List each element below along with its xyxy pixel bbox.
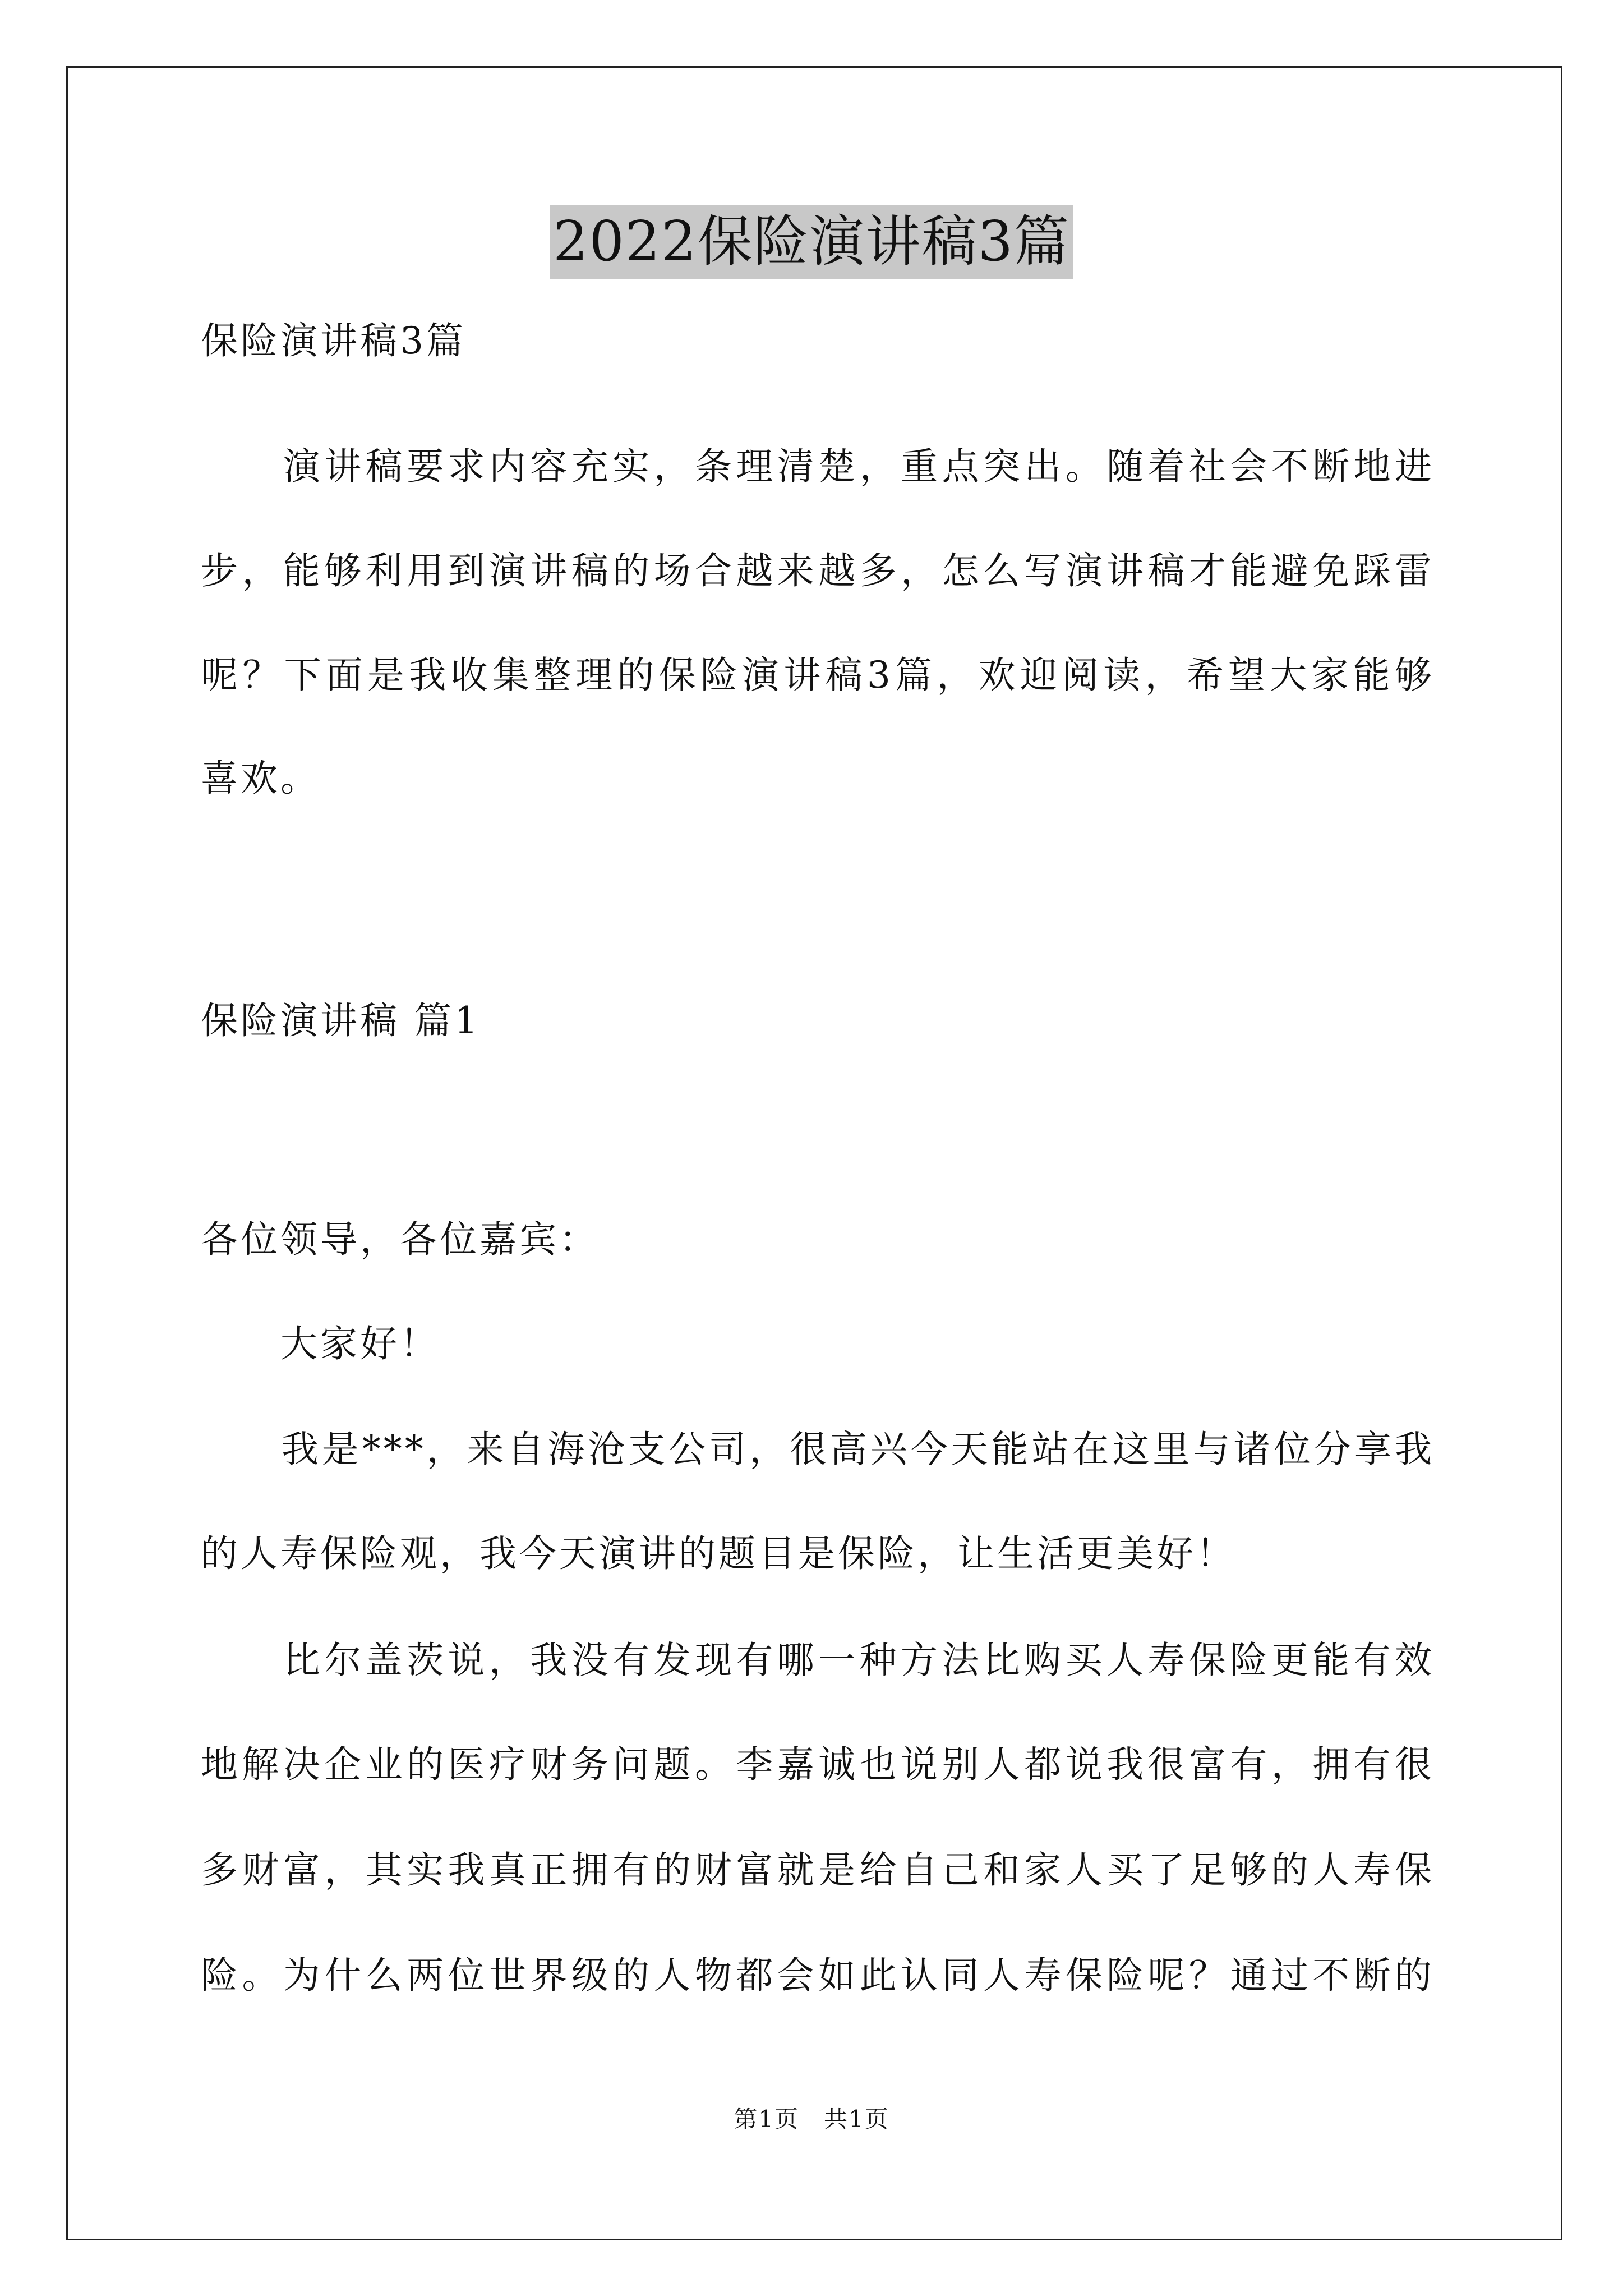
section-heading: 保险演讲稿 篇1 <box>201 999 481 1042</box>
subtitle-line: 保险演讲稿3篇 <box>201 319 466 362</box>
body-line: 步，能够利用到演讲稿的场合越来越多，怎么写演讲稿才能避免踩雷 <box>201 549 1435 592</box>
body-line: 演讲稿要求内容充实，条理清楚，重点突出。随着社会不断地进 <box>201 445 1435 488</box>
body-line: 险。为什么两位世界级的人物都会如此认同人寿保险呢？通过不断的 <box>201 1954 1435 1997</box>
salutation-line: 各位领导，各位嘉宾： <box>201 1218 599 1261</box>
body-line: 喜欢。 <box>201 757 320 800</box>
document-title: 2022保险演讲稿3篇 <box>550 205 1073 279</box>
greeting-line: 大家好！ <box>201 1322 440 1365</box>
page-border <box>66 66 1562 2240</box>
body-line: 地解决企业的医疗财务问题。李嘉诚也说别人都说我很富有，拥有很 <box>201 1743 1435 1786</box>
page-footer: 第1页 共1页 <box>734 2105 889 2133</box>
title-container <box>0 205 1623 279</box>
body-line: 呢？下面是我收集整理的保险演讲稿3篇，欢迎阅读，希望大家能够 <box>201 654 1435 697</box>
body-line: 的人寿保险观，我今天演讲的题目是保险，让生活更美好！ <box>201 1532 1236 1575</box>
body-line: 多财富，其实我真正拥有的财富就是给自己和家人买了足够的人寿保 <box>201 1848 1435 1892</box>
body-line: 比尔盖茨说，我没有发现有哪一种方法比购买人寿保险更能有效 <box>201 1639 1435 1682</box>
body-line: 我是***，来自海沧支公司，很高兴今天能站在这里与诸位分享我 <box>201 1428 1435 1471</box>
